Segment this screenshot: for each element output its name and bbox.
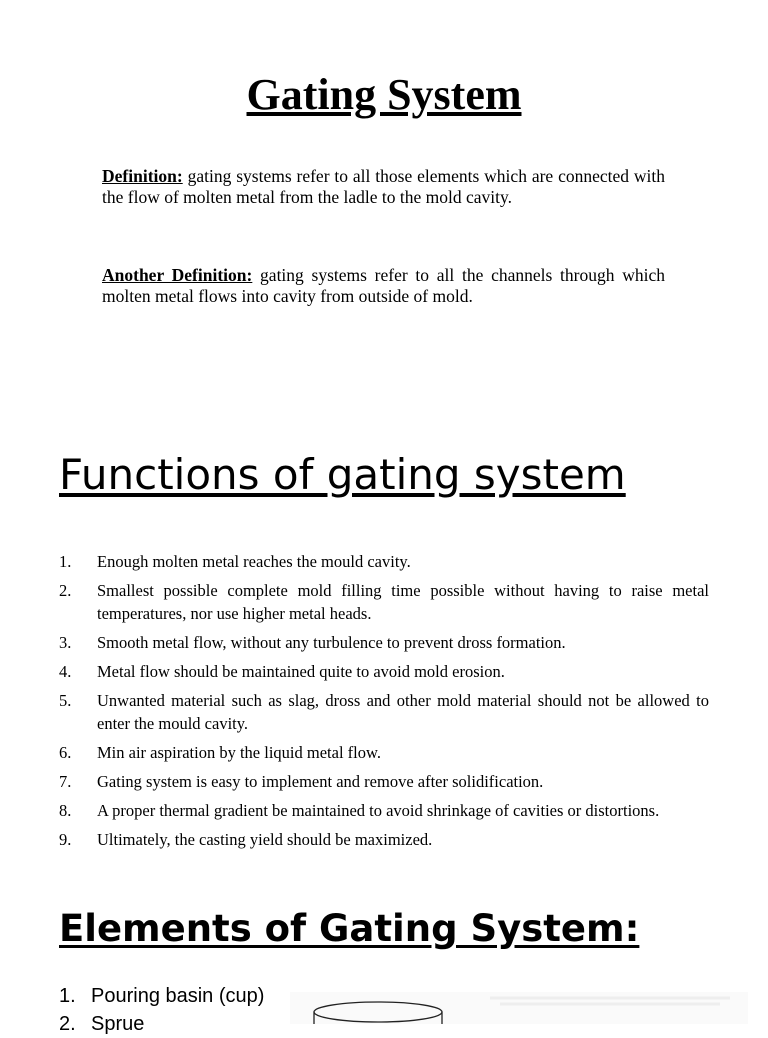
list-item-text: Metal flow should be maintained quite to avoid mold erosion. bbox=[97, 662, 505, 681]
list-item-text: Unwanted material such as slag, dross and other mold material should not be allowed to enter the mould cavity. bbox=[97, 691, 709, 733]
list-item-text: A proper thermal gradient be maintained to avoid shrinkage of cavities or distortions. bbox=[97, 801, 660, 820]
list-item bbox=[59, 689, 709, 735]
list-item-number: 1. bbox=[59, 985, 76, 1007]
another-definition-paragraph bbox=[102, 265, 665, 306]
list-item bbox=[59, 579, 709, 625]
list-item-text: Enough molten metal reaches the mould cavity. bbox=[97, 552, 411, 571]
list-item bbox=[59, 770, 709, 793]
list-item bbox=[59, 828, 709, 851]
list-item-text: Sprue bbox=[91, 1013, 145, 1035]
elements-list bbox=[59, 982, 319, 1038]
list-item bbox=[59, 660, 709, 683]
definition-label: Definition: bbox=[102, 166, 183, 186]
list-item-number: 2. bbox=[59, 581, 72, 600]
list-item-number: 5. bbox=[59, 691, 72, 710]
definition-text: gating systems refer to all those elements which are connected with the flow of molten metal from the ladle to the mold cavity. bbox=[102, 166, 665, 207]
functions-list bbox=[59, 550, 709, 857]
list-item-number: 8. bbox=[59, 801, 72, 820]
list-item bbox=[59, 550, 709, 573]
list-item-number: 4. bbox=[59, 662, 72, 681]
page-title: Gating System bbox=[246, 70, 522, 119]
list-item-text: Gating system is easy to implement and remove after solidification. bbox=[97, 772, 544, 791]
pouring-basin-sketch bbox=[290, 990, 748, 1024]
list-item bbox=[59, 741, 709, 764]
list-item-text: Pouring basin (cup) bbox=[91, 985, 265, 1007]
list-item-number: 7. bbox=[59, 772, 72, 791]
list-item-text: Ultimately, the casting yield should be maximized. bbox=[97, 830, 433, 849]
list-item bbox=[59, 1010, 319, 1038]
list-item-text: Min air aspiration by the liquid metal flow. bbox=[97, 743, 381, 762]
another-definition-text: gating systems refer to all the channels through which molten metal flows into cavity from outside of mold. bbox=[102, 265, 665, 306]
functions-heading: Functions of gating system bbox=[59, 450, 626, 499]
another-definition-label: Another Definition: bbox=[102, 265, 253, 285]
list-item-number: 9. bbox=[59, 830, 72, 849]
list-item-text: Smooth metal flow, without any turbulence to prevent dross formation. bbox=[97, 633, 566, 652]
list-item-text: Smallest possible complete mold filling time possible without having to raise metal temperatures, nor use higher metal heads. bbox=[97, 581, 709, 623]
gating-system-figure bbox=[290, 990, 748, 1024]
list-item bbox=[59, 982, 319, 1010]
list-item-number: 1. bbox=[59, 552, 72, 571]
list-item-number: 3. bbox=[59, 633, 72, 652]
list-item bbox=[59, 799, 709, 822]
list-item-number: 6. bbox=[59, 743, 72, 762]
definition-paragraph bbox=[102, 166, 665, 207]
list-item bbox=[59, 631, 709, 654]
elements-heading: Elements of Gating System: bbox=[59, 907, 640, 950]
list-item-number: 2. bbox=[59, 1013, 76, 1035]
